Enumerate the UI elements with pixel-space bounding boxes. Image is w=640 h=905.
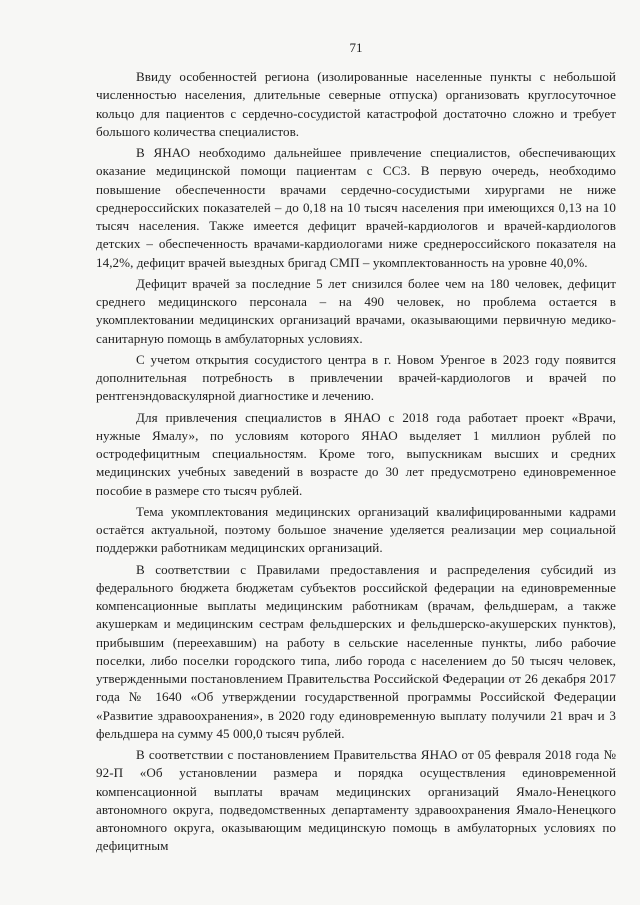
paragraph-federal-subsidies: В соответствии с Правилами предоставления и распределения субсидий из федерального бюджета бюджетам субъектов российской федерации на единовременные компенсационные выплаты медицинским работникам (врачам, фельдшерам, а также акушеркам и медицинским сестрам фельдшерских и фельдшерско-акушерских пунктов), прибывшим (переехавшим) на работу в сельские населенные пункты, либо рабочие поселки, либо поселки городского типа, либо города с населением до 50 тысяч человек, утвержденными постановлением Правительства Российской Федерации от 26 декабря 2017 года № 1640 «Об утверждении государственной программы Российской Федерации «Развитие здравоохранения», в 2020 году единовременную выплату получили 21 врач и 3 фельдшера на сумму 45 000,0 тысяч рублей. [96,561,616,741]
page-number: 71 [349,40,363,55]
paragraph-region-features: Ввиду особенностей региона (изолированные населенные пункты с небольшой численностью населения, длительные северные отпуска) организовать круглосуточное кольцо для пациентов с сердечно-сосудистой катастрофой достаточно сложно и требует большого количества специалистов. [96,69,616,139]
paragraph-yanao-decree: В соответствии с постановлением Правительства ЯНАО от 05 февраля 2018 года № 92-П «Об установлении размера и порядка осуществления единовременной компенсационной выплаты врачам медицинских организаций Ямало-Ненецкого автономного округа, подведомственных департаменту здравоохранения Ямало-Ненецкого автономного округа, оказывающим медицинскую помощь в амбулаторных условиях по дефицитным [96,747,616,854]
paragraph-doctor-deficit: Дефицит врачей за последние 5 лет снизился более чем на 180 человек, дефицит среднего медицинского персонала – на 490 человек, но проблема остается в укомплектовании медицинских организаций врачами, оказывающими первичную медико-санитарную помощь в амбулаторных условиях. [96,275,616,346]
paragraph-yamal-project: Для привлечения специалистов в ЯНАО с 2018 года работает проект «Врачи, нужные Ямалу», по условиям которого ЯНАО выделяет 1 миллион рублей по остродефицитным специальностям. Кроме того, выпускникам высших и средних медицинских учебных заведений в возрасте до 30 лет предусмотрено единовременное пособие в размере сто тысяч рублей. [96,409,616,498]
paragraph-specialists-shortage: В ЯНАО необходимо дальнейшее привлечение специалистов, обеспечивающих оказание медицинской помощи пациентам с ССЗ. В первую очередь, необходимо повышение обеспеченности врачами сердечно-сосудистыми хирургами не ниже среднероссийских показателей – до 0,18 на 10 тысяч населения при имеющихся 0,13 на 10 тысяч населения. Также имеется дефицит врачей-кардиологов и врачей-кардиологов детских – обеспеченность врачами-кардиологами ниже среднероссийского показателя на 14,2%, дефицит врачей выездных бригад СМП – укомплектованность на уровне 40,0%. [96,145,616,270]
paragraph-staffing-topic: Тема укомплектования медицинских организаций квалифицированными кадрами остаётся актуальной, поэтому большое значение уделяется реализации мер социальной поддержки работникам медицинских организаций. [96,503,616,556]
paragraph-vascular-center: С учетом открытия сосудистого центра в г. Новом Уренгое в 2023 году появится дополнительная потребность в привлечении врачей-кардиологов и врачей по рентгенэндоваскулярной диагностике и лечению. [96,351,616,404]
